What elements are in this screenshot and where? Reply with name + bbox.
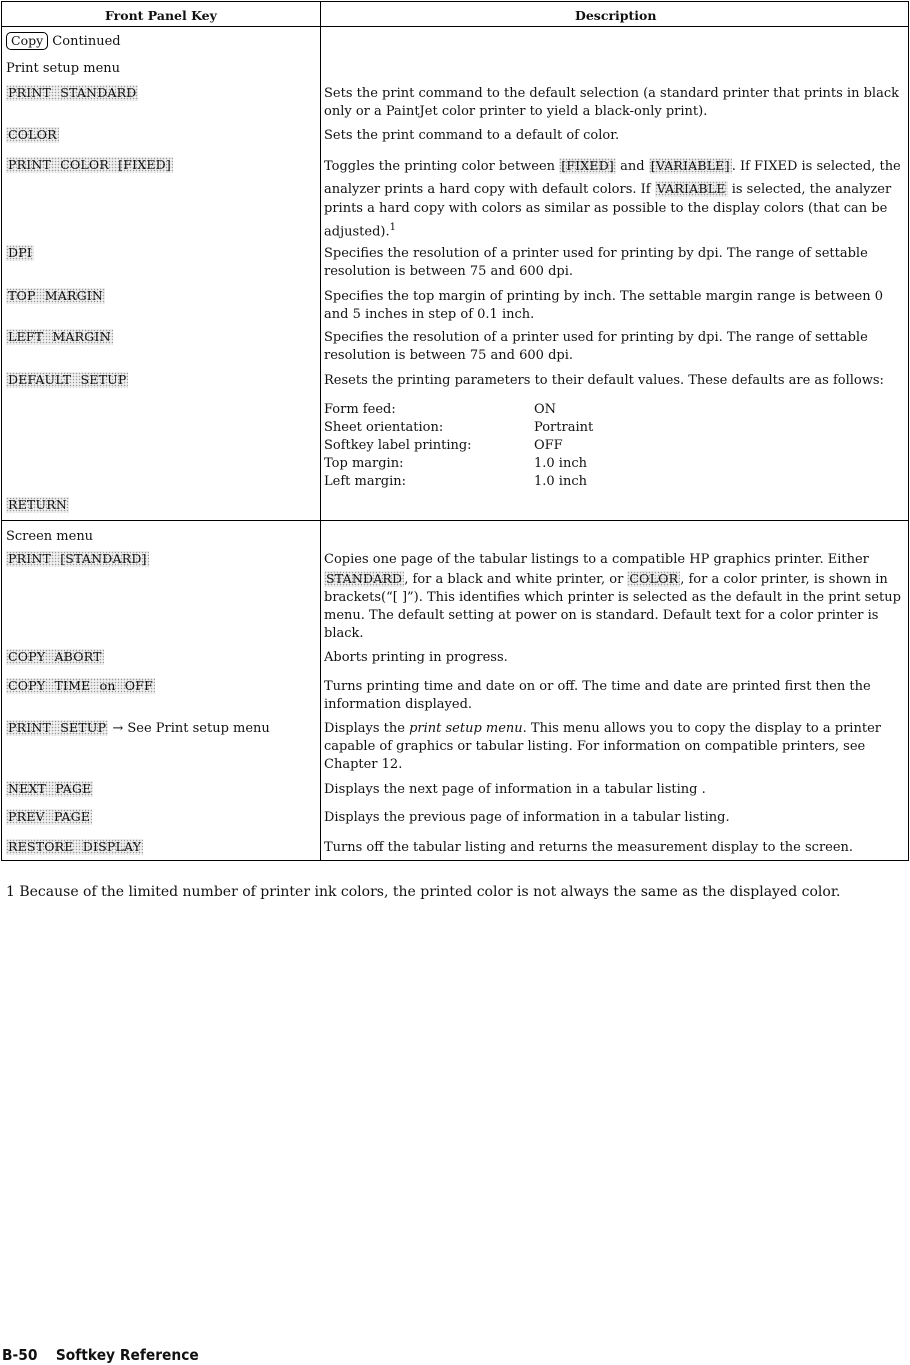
copy-hardkey[interactable]: Copy bbox=[6, 32, 48, 50]
desc-default-setup: Resets the printing parameters to their default values. These defaults are as follows: bbox=[324, 373, 884, 388]
desc-line: capable of graphics or tabular listing. For information on compatible printers, see bbox=[324, 739, 866, 754]
softkey-print-standard[interactable]: PRINT STANDARD bbox=[8, 85, 137, 100]
desc-line bbox=[324, 157, 910, 176]
desc-text: . This menu allows you to copy the display to a printer bbox=[522, 721, 881, 736]
desc-line: brackets(“[ ]”). This identifies which printer is selected as the default in the print setup bbox=[324, 590, 901, 605]
default-value: Portraint bbox=[534, 420, 594, 435]
desc-italic: print setup menu bbox=[409, 721, 523, 736]
desc-text: and bbox=[620, 159, 645, 174]
desc-line bbox=[324, 571, 910, 589]
desc-prev-page: Displays the previous page of information in a tabular listing. bbox=[324, 810, 730, 825]
softkey-print-standard-bracket[interactable]: PRINT [STANDARD] bbox=[8, 551, 147, 566]
softkey-next-page[interactable]: NEXT PAGE bbox=[8, 781, 92, 796]
softkey-copy-time[interactable]: COPY TIME on OFF bbox=[8, 678, 153, 693]
softkey-top-margin[interactable]: TOP MARGIN bbox=[8, 288, 104, 303]
desc-line bbox=[324, 180, 910, 199]
page-footer bbox=[2, 1346, 199, 1364]
default-value: 1.0 inch bbox=[534, 474, 587, 489]
desc-color: Sets the print command to a default of color. bbox=[324, 128, 620, 143]
desc-text: . If FIXED is selected, the bbox=[731, 159, 901, 174]
desc-line: resolution is between 75 and 600 dpi. bbox=[324, 264, 573, 279]
desc-next-page: Displays the next page of information in a tabular listing . bbox=[324, 782, 706, 797]
softkey-print-setup[interactable]: PRINT SETUP bbox=[8, 720, 107, 735]
section-title: Softkey Reference bbox=[55, 1346, 199, 1364]
desc-text: adjusted). bbox=[324, 224, 390, 240]
desc-line bbox=[324, 218, 910, 241]
see-print-setup-reference: → See Print setup menu bbox=[112, 721, 270, 736]
section-divider bbox=[2, 520, 908, 521]
desc-print-color bbox=[324, 157, 910, 241]
desc-text: , for a color printer, is shown in bbox=[680, 572, 888, 587]
desc-line: resolution is between 75 and 600 dpi. bbox=[324, 348, 573, 363]
default-name: Form feed: bbox=[324, 402, 396, 417]
inline-key-variable: [VARIABLE] bbox=[650, 158, 730, 173]
inline-key-fixed: [FIXED] bbox=[561, 158, 615, 173]
desc-line: black. bbox=[324, 626, 364, 641]
column-divider bbox=[320, 2, 321, 860]
default-value: 1.0 inch bbox=[534, 456, 587, 471]
softkey-restore-display[interactable]: RESTORE DISPLAY bbox=[8, 839, 142, 854]
softkey-prev-page[interactable]: PREV PAGE bbox=[8, 809, 91, 824]
desc-line bbox=[324, 720, 910, 738]
softkey-left-margin[interactable]: LEFT MARGIN bbox=[8, 329, 111, 344]
desc-left-margin bbox=[324, 329, 910, 365]
softkey-copy-abort[interactable]: COPY ABORT bbox=[8, 649, 102, 664]
desc-line: and 5 inches in step of 0.1 inch. bbox=[324, 307, 535, 322]
desc-copy-abort: Aborts printing in progress. bbox=[324, 650, 508, 665]
desc-text: is selected, the analyzer bbox=[731, 182, 892, 197]
footnote: 1 Because of the limited number of printer ink colors, the printed color is not always the same as the displayed color. bbox=[6, 884, 841, 900]
footnote-marker: 1 bbox=[389, 222, 396, 233]
desc-text: Displays the bbox=[324, 721, 405, 736]
column-header-key: Front Panel Key bbox=[105, 8, 217, 23]
inline-key-color: COLOR bbox=[629, 571, 679, 586]
desc-line: prints a hard copy with colors as similar as possible to the display colors (that can be bbox=[324, 201, 888, 216]
column-header-description: Description bbox=[575, 8, 657, 23]
default-value: ON bbox=[534, 402, 557, 417]
desc-print-standard-bracket bbox=[324, 551, 910, 643]
print-setup-cell bbox=[6, 720, 270, 738]
desc-text: analyzer prints a hard copy with default colors. If bbox=[324, 182, 651, 197]
desc-line: Chapter 12. bbox=[324, 757, 403, 772]
desc-line: Turns printing time and date on or off. The time and date are printed first then the bbox=[324, 679, 871, 694]
section-heading-print-setup: Print setup menu bbox=[6, 61, 121, 76]
softkey-print-color-fixed[interactable]: PRINT COLOR [FIXED] bbox=[8, 157, 171, 172]
desc-text: , for a black and white printer, or bbox=[404, 572, 624, 587]
softkey-color[interactable]: COLOR bbox=[8, 127, 57, 142]
desc-line: information displayed. bbox=[324, 697, 473, 712]
default-name: Left margin: bbox=[324, 474, 407, 489]
desc-print-standard bbox=[324, 85, 910, 121]
continued-label: Continued bbox=[52, 34, 121, 49]
desc-text: Toggles the printing color between bbox=[324, 159, 556, 174]
desc-line: Specifies the resolution of a printer used for printing by dpi. The range of settable bbox=[324, 330, 868, 345]
desc-top-margin bbox=[324, 288, 910, 324]
inline-key-standard: STANDARD bbox=[326, 571, 403, 586]
desc-line: Sets the print command to the default selection (a standard printer that prints in black bbox=[324, 86, 899, 101]
desc-line: Specifies the top margin of printing by inch. The settable margin range is between 0 bbox=[324, 289, 884, 304]
desc-line: Copies one page of the tabular listings to a compatible HP graphics printer. Either bbox=[324, 552, 869, 567]
softkey-table bbox=[1, 1, 909, 861]
default-value: OFF bbox=[534, 438, 563, 453]
section-heading-screen-menu: Screen menu bbox=[6, 529, 94, 544]
desc-line: Specifies the resolution of a printer used for printing by dpi. The range of settable bbox=[324, 246, 868, 261]
softkey-dpi[interactable]: DPI bbox=[8, 245, 32, 260]
default-name: Softkey label printing: bbox=[324, 438, 472, 453]
inline-key-variable: VARIABLE bbox=[656, 181, 726, 196]
softkey-default-setup[interactable]: DEFAULT SETUP bbox=[8, 372, 127, 387]
desc-line: only or a PaintJet color printer to yield a black-only print). bbox=[324, 104, 708, 119]
desc-dpi bbox=[324, 245, 910, 281]
default-name: Top margin: bbox=[324, 456, 404, 471]
desc-restore-display: Turns off the tabular listing and returns the measurement display to the screen. bbox=[324, 840, 854, 855]
page-number: B-50 bbox=[2, 1346, 38, 1364]
default-name: Sheet orientation: bbox=[324, 420, 444, 435]
header-divider bbox=[2, 26, 908, 27]
desc-print-setup bbox=[324, 720, 910, 774]
softkey-return[interactable]: RETURN bbox=[8, 497, 67, 512]
desc-line: menu. The default setting at power on is standard. Default text for a color printer is bbox=[324, 608, 879, 623]
copy-continued bbox=[6, 32, 121, 51]
desc-copy-time bbox=[324, 678, 910, 714]
